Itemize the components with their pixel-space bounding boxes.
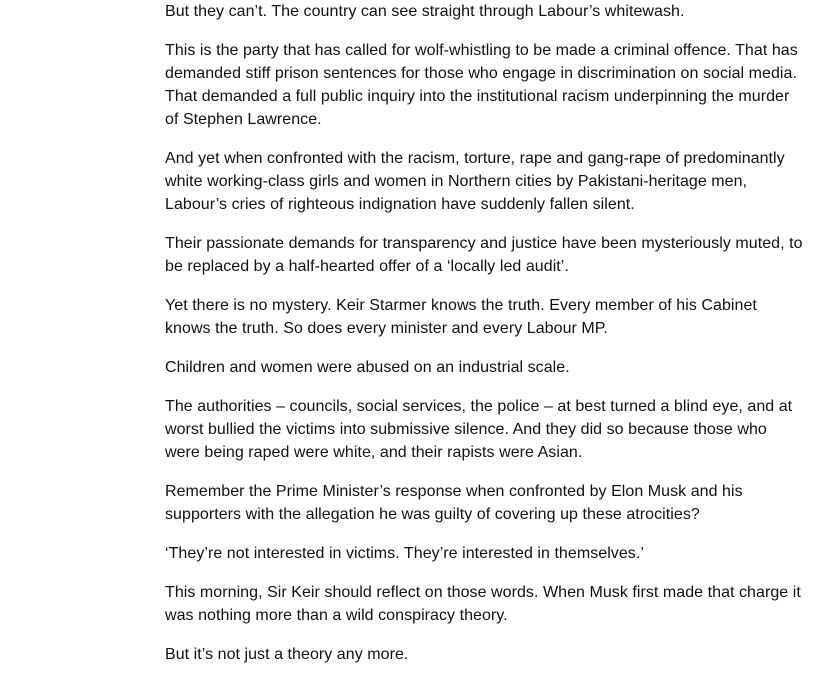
paragraph: This is the party that has called for wolf-whistling to be made a criminal offence. That has demanded stiff prison sentences for those who engage in discrimination on social media. That demanded a full public inquiry into the institutional racism underpinning the murder of Stephen Lawrence. <box>165 42 798 128</box>
article-body <box>165 0 805 682</box>
paragraph: This morning, Sir Keir should reflect on those words. When Musk first made that charge it was nothing more than a wild conspiracy theory. <box>165 584 801 624</box>
paragraph: And yet when confronted with the racism, torture, rape and gang-rape of predominantly white working-class girls and women in Northern cities by Pakistani-heritage men, Labour’s cries of righteous indignation have suddenly fallen silent. <box>165 150 785 213</box>
paragraph: Their passionate demands for transparency and justice have been mysteriously muted, to be replaced by a half-hearted offer of a ‘locally led audit’. <box>165 235 803 275</box>
paragraph: But they can’t. The country can see straight through Labour’s whitewash. <box>165 3 685 20</box>
paragraph: Yet there is no mystery. Keir Starmer knows the truth. Every member of his Cabinet knows the truth. So does every minister and every Labour MP. <box>165 297 757 337</box>
paragraph: Children and women were abused on an industrial scale. <box>165 359 570 376</box>
paragraph: But it’s not just a theory any more. <box>165 646 409 663</box>
quote-paragraph: ‘They’re not interested in victims. They’re interested in themselves.’ <box>165 545 644 562</box>
paragraph: Remember the Prime Minister’s response when confronted by Elon Musk and his supporters with the allegation he was guilty of covering up these atrocities? <box>165 483 743 523</box>
paragraph: The authorities – councils, social services, the police – at best turned a blind eye, and at worst bullied the victims into submissive silence. And they did so because those who were being raped were white, and their rapists were Asian. <box>165 398 793 461</box>
